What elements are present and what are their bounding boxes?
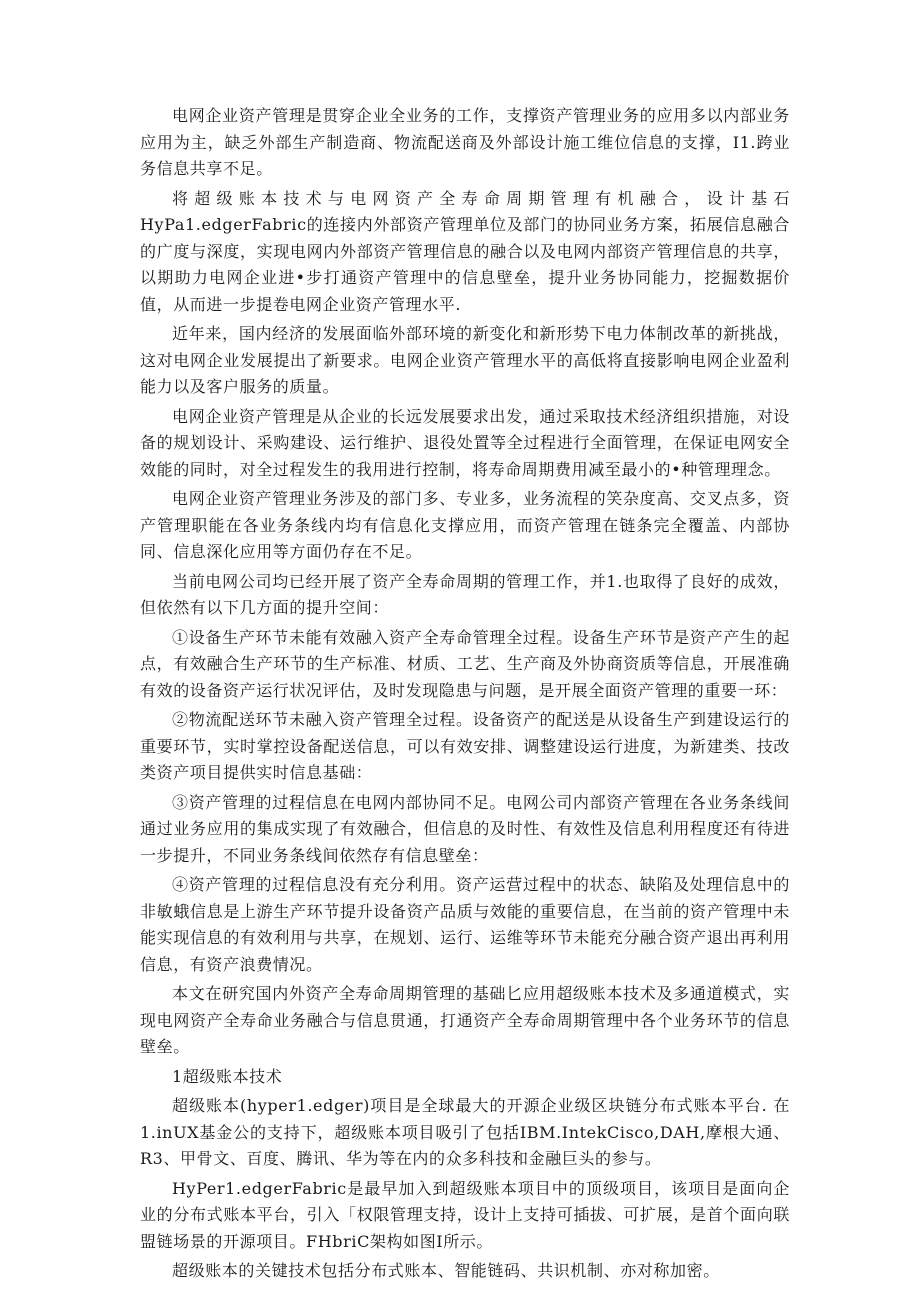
paragraph-definition: 电网企业资产管理是从企业的长远发展要求出发，通过采取技术经济组织措施，对设备的规划设计、采购建设、运行维护、退役处置等全过程进行全面管理，在保证电网安全效能的同时，对全过程发生的我用进行控制，将寿命周期费用减至最小的•种管理理念。 bbox=[140, 406, 790, 479]
list-item-4: ④资产管理的过程信息没有充分利用。资产运营过程中的状态、缺陷及处理信息中的非敏蛾信息是上游生产环节提升设备资产品质与效能的重要信息，在当前的资产管理中未能实现信息的有效利用与共享，在规划、运行、运维等环节未能充分融合资产退出再利用信息，有资产浪费情况。 bbox=[140, 875, 790, 974]
paragraph-hyperledger: 超级账本(hyper1.edger)项目是全球最大的开源企业级区块链分布式账本平台. 在1.inUX基金公的支持下，超级账本项目吸引了包括IBM.IntekCisco,DAH,摩根大通、R3、甲骨文、百度、腾讯、华为等在内的众多科技和金融巨头的参与。 bbox=[140, 1096, 790, 1168]
paragraph-intro: 电网企业资产管理是贯穿企业全业务的工作，支撑资产管理业务的应用多以内部业务应用为主，缺乏外部生产制造商、物流配送商及外部设计施工维位信息的支撑，I1.跨业务信息共享不足。 bbox=[140, 106, 790, 178]
paragraph-key-tech: 超级账本的关键技术包括分布式账本、智能链码、共识机制、亦对称加密。 bbox=[172, 1261, 720, 1280]
paragraph-background: 近年来，国内经济的发展面临外部环境的新变化和新形势下电力体制改革的新挑战，这对电网企业发展提出了新要求。电网企业资产管理水平的高低将直接影响电网企业盈利能力以及客户服务的质量。 bbox=[140, 324, 790, 396]
paragraph-summary: 本文在研究国内外资产全寿命周期管理的基础匕应用超级账本技术及多通道模式，实现电网资产全寿命业务融合与信息贯通，打通资产全寿命周期管理中各个业务环节的信息壁垒。 bbox=[140, 984, 790, 1056]
list-item-2: ②物流配送环节未融入资产管理全过程。设备资产的配送是从设备生产到建设运行的重要环节，实时掌控设备配送信息，可以有效安排、调整建设运行进度，为新建类、技改类资产项目提供实时信息基础： bbox=[140, 710, 790, 782]
paragraph-status: 当前电网公司均已经开展了资产全寿命周期的管理工作，并1.也取得了良好的成效，但依然有以下几方面的提升空间： bbox=[140, 571, 790, 617]
list-item-3: ③资产管理的过程信息在电网内部协同不足。电网公司内部资产管理在各业务条线间通过业务应用的集成实现了有效融合，但信息的及时性、有效性及信息利用程度还有待进一步提升，不同业务条线间依然存有信息壁垒： bbox=[140, 792, 790, 865]
paragraph-fabric: HyPer1.edgerFabric是最早加入到超级账本项目中的顶级项目，该项目是面向企业的分布式账本平台，引入「权限管理支持，设计上支持可插拔、可扩展，是首个面向联盟链场景的开源项目。FHbriC架构如图I所示。 bbox=[140, 1178, 790, 1251]
document-body bbox=[140, 103, 790, 1288]
paragraph-scope: 电网企业资产管理业务涉及的部门多、专业多，业务流程的笑杂度高、交叉点多，资产管理职能在各业务条线内均有信息化支撑应用，而资产管理在链条完全覆盖、内部协同、信息深化应用等方面仍存在不足。 bbox=[140, 489, 790, 561]
list-item-1: ①设备生产环节未能有效融入资产全寿命管理全过程。设备生产环节是资产产生的起点，有效融合生产环节的生产标准、材质、工艺、生产商及外协商资质等信息，开展准确有效的设备资产运行状况评估，及时发现隐患与问题，是开展全面资产管理的重要一环： bbox=[140, 627, 790, 700]
section-heading: 1超级账本技术 bbox=[172, 1066, 283, 1086]
paragraph-proposal: 将超级账本技术与电网资产全寿命周期管理有机融合，设计基石HyPa1.edgerFabric的连接内外部资产管理单位及部门的协同业务方案，拓展信息融合的广度与深度，实现电网内外部资产管理信息的融合以及电网内部资产管理信息的共享，以期助力电网企业进•步打通资产管理中的信息壁垒，提升业务协同能力，挖掘数据价值，从而进一步提卷电网企业资产管理水平. bbox=[140, 188, 790, 314]
